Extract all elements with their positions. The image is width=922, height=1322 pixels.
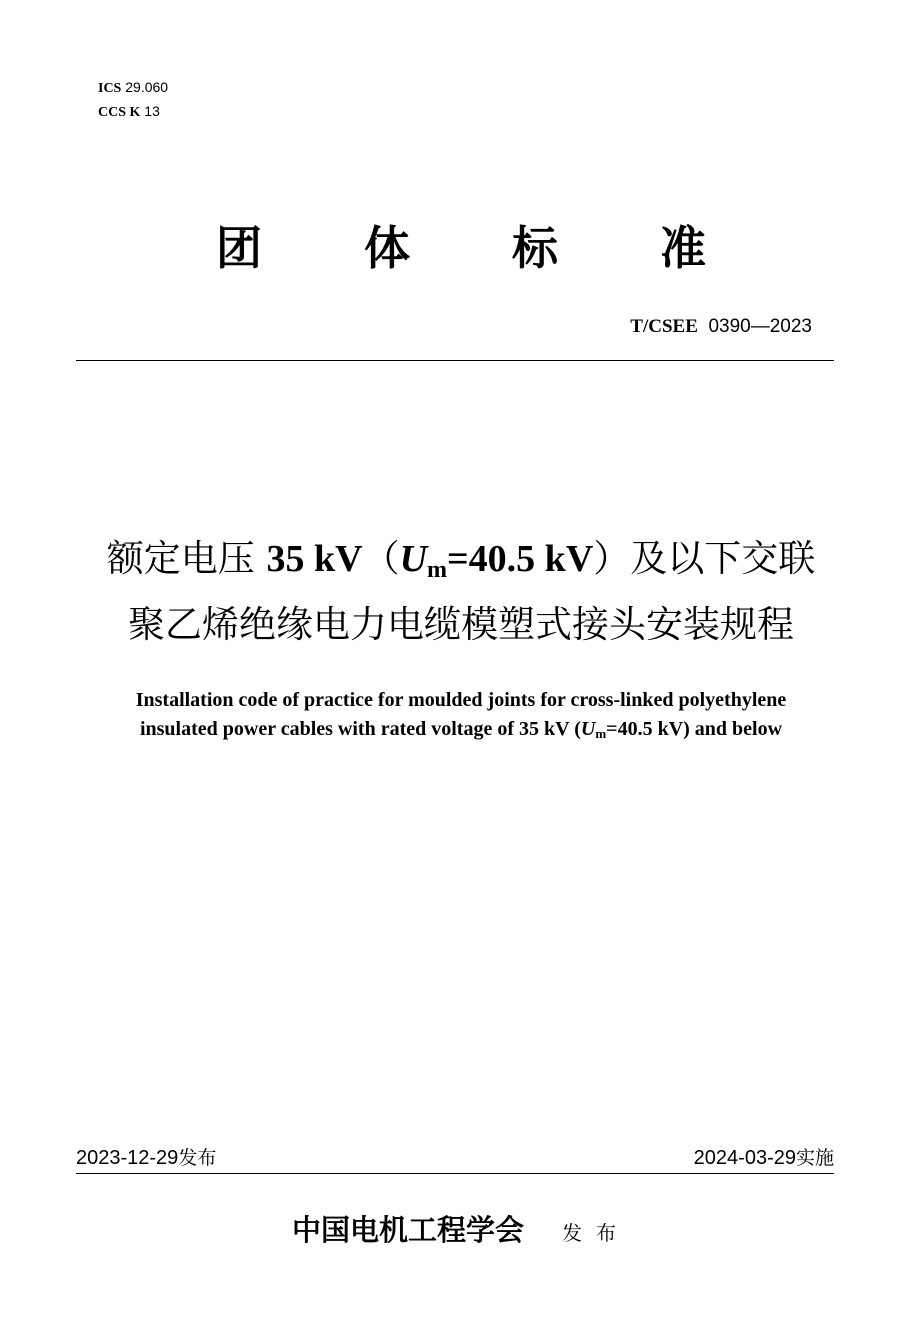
title-en-line1: Installation code of practice for moulded joints for cross-linked polyethylene (135, 689, 787, 711)
bottom-divider (76, 1173, 834, 1174)
issue-date: 2023-12-29发布 (76, 1147, 217, 1169)
standard-number: T/CSEE 0390—2023 (630, 316, 812, 337)
title-cn-line1: 额定电压 35 $kV(U_m=40.5$ kV）及以下交联 (106, 537, 816, 583)
classification-codes (98, 76, 168, 124)
standard-type-heading: 团 体 标 准 (216, 221, 706, 275)
publish-label: 发布 (562, 1221, 630, 1245)
ccs-code: CCS K 13 (98, 103, 160, 120)
publisher (0, 1208, 922, 1249)
ics-code: ICS 29.060 (98, 79, 169, 96)
title-en-line2: insulated power cables with rated voltage of 35 kV ($U_m=40.5$ kV) and below (139, 718, 783, 741)
title-cn-line2: 聚乙烯绝缘电力电缆模塑式接头安装规程 (128, 603, 794, 646)
effective-date: 2024-03-29实施 (693, 1147, 834, 1169)
top-divider (76, 360, 834, 361)
publisher-org: 中国电机工程学会 (291, 1213, 524, 1247)
